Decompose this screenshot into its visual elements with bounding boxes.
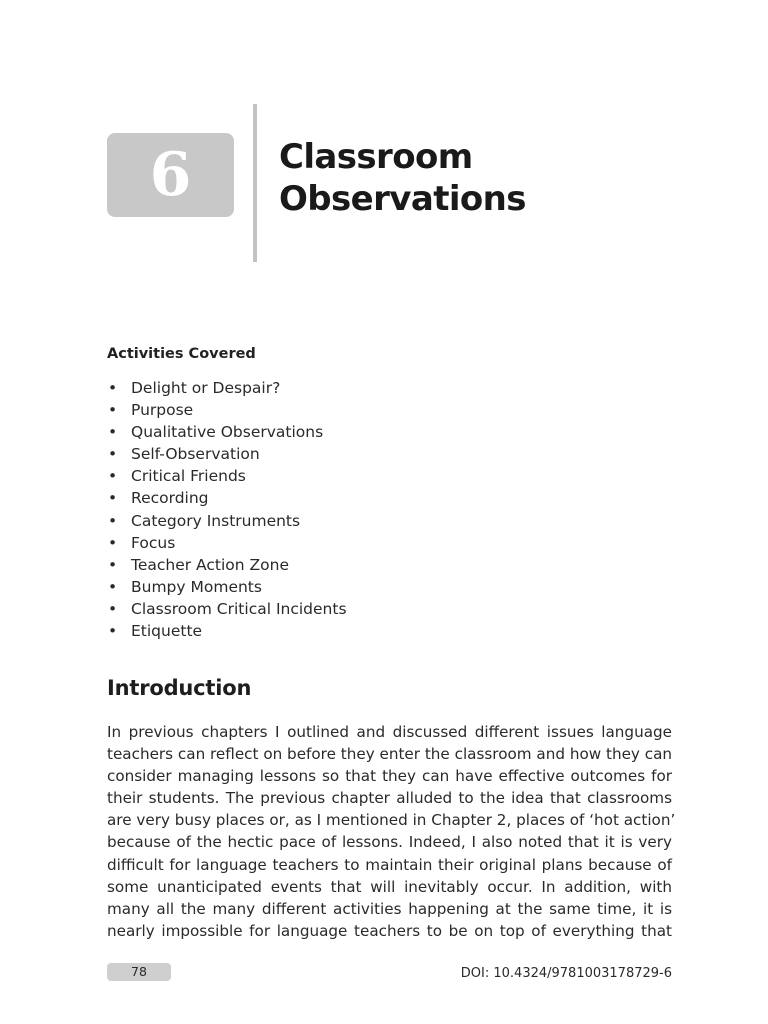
- activity-item: [107, 377, 347, 399]
- body-text-line: because of the hectic pace of lessons. Indeed, I also noted that it is very: [107, 833, 672, 852]
- body-text-line: nearly impossible for language teachers to be on top of everything that: [107, 921, 672, 940]
- activity-label: Critical Friends: [131, 467, 246, 486]
- activity-item: [107, 598, 347, 620]
- bullet-icon: •: [108, 622, 118, 641]
- activities-list: [107, 377, 347, 642]
- activity-item: [107, 421, 347, 443]
- activity-item: [107, 510, 347, 532]
- bullet-icon: •: [108, 489, 118, 508]
- bullet-icon: •: [108, 379, 118, 397]
- bullet-icon: •: [108, 467, 118, 486]
- activity-item: [107, 443, 347, 465]
- activity-label: Etiquette: [131, 622, 203, 641]
- bullet-icon: •: [108, 401, 118, 420]
- body-text-line: some unanticipated events that will inevitably occur. In addition, with: [107, 877, 672, 896]
- activity-label: Category Instruments: [131, 511, 301, 530]
- activity-label: Qualitative Observations: [131, 423, 324, 442]
- activity-item: [107, 532, 347, 554]
- bullet-icon: •: [108, 555, 118, 574]
- bullet-icon: •: [108, 533, 118, 552]
- activities-heading: Activities Covered: [107, 346, 256, 362]
- title-divider: [253, 104, 257, 262]
- activity-item: [107, 465, 347, 487]
- bullet-icon: •: [108, 423, 118, 442]
- activity-item: [107, 487, 347, 509]
- chapter-title: [279, 136, 699, 220]
- page-number: 78: [107, 963, 171, 981]
- body-text-line: many all the many different activities happening at the same time, it is: [107, 899, 672, 918]
- body-text-line: In previous chapters I outlined and discussed different issues language: [107, 723, 672, 741]
- activity-label: Classroom Critical Incidents: [131, 599, 347, 618]
- chapter-number: 6: [149, 140, 192, 210]
- body-text-line: difficult for language teachers to maintain their original plans because of: [107, 855, 672, 874]
- bullet-icon: •: [108, 599, 118, 618]
- section-heading: Introduction: [107, 676, 252, 700]
- chapter-title-line: Classroom: [279, 137, 473, 177]
- bullet-icon: •: [108, 445, 118, 464]
- activity-item: [107, 620, 347, 642]
- body-text-line: their students. The previous chapter alluded to the idea that classrooms: [107, 789, 672, 808]
- doi-text: DOI: 10.4324/9781003178729-6: [460, 966, 672, 981]
- activity-item: [107, 399, 347, 421]
- activity-label: Bumpy Moments: [131, 577, 262, 596]
- activity-label: Purpose: [131, 401, 194, 420]
- body-text-line: consider managing lessons so that they can have effective outcomes for: [107, 767, 672, 786]
- activity-item: [107, 554, 347, 576]
- body-text-line: teachers can reflect on before they enter the classroom and how they can: [107, 745, 673, 764]
- activity-label: Delight or Despair?: [131, 379, 281, 397]
- chapter-title-line: Observations: [279, 179, 526, 219]
- intro-paragraph: [107, 721, 676, 942]
- activity-label: Focus: [131, 533, 176, 552]
- activity-item: [107, 576, 347, 598]
- bullet-icon: •: [108, 577, 118, 596]
- activity-label: Recording: [131, 489, 209, 508]
- activity-label: Teacher Action Zone: [131, 555, 289, 574]
- chapter-number-badge: [107, 133, 234, 217]
- body-text-line: are very busy places or, as I mentioned in Chapter 2, places of ‘hot action’: [107, 811, 676, 830]
- bullet-icon: •: [108, 511, 118, 530]
- activity-label: Self-Observation: [131, 445, 260, 464]
